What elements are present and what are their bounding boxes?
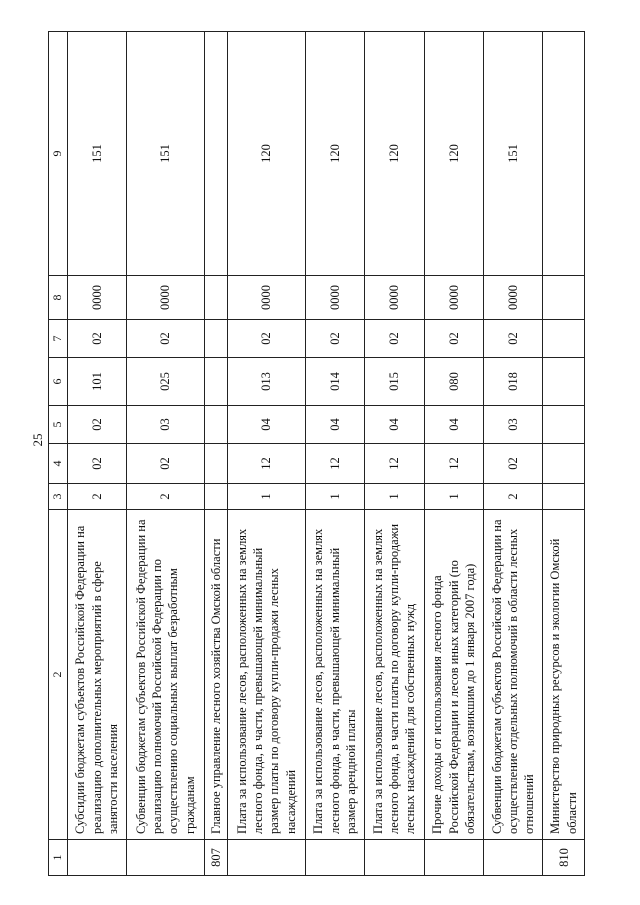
code-cell: 12 bbox=[305, 444, 364, 484]
classification-code-cell: 120 bbox=[424, 32, 483, 276]
page-number: 25 bbox=[30, 433, 45, 447]
description-cell: Министерство природных ресурсов и экологии Омской области bbox=[543, 510, 585, 840]
header-cell: 4 bbox=[49, 444, 68, 484]
header-cell: 6 bbox=[49, 358, 68, 406]
admin-code-cell: 810 bbox=[543, 840, 585, 876]
table-row bbox=[228, 32, 305, 876]
code-cell: 12 bbox=[228, 444, 305, 484]
admin-code-cell bbox=[305, 840, 364, 876]
code-cell: 1 bbox=[424, 484, 483, 510]
header-cell: 7 bbox=[49, 320, 68, 358]
classification-code-cell: 151 bbox=[483, 32, 542, 276]
classification-code-cell bbox=[543, 32, 585, 276]
admin-code-cell bbox=[424, 840, 483, 876]
code-cell: 03 bbox=[483, 406, 542, 444]
table-row bbox=[127, 32, 204, 876]
code-cell: 02 bbox=[127, 444, 204, 484]
header-cell: 3 bbox=[49, 484, 68, 510]
code-cell bbox=[204, 406, 228, 444]
admin-code-cell bbox=[127, 840, 204, 876]
description-cell: Главное управление лесного хозяйства Омской области bbox=[204, 510, 228, 840]
table-row bbox=[365, 32, 424, 876]
code-cell: 1 bbox=[365, 484, 424, 510]
code-cell bbox=[204, 276, 228, 320]
classification-code-cell: 120 bbox=[228, 32, 305, 276]
code-cell: 02 bbox=[67, 320, 126, 358]
code-cell: 02 bbox=[424, 320, 483, 358]
code-cell: 02 bbox=[228, 320, 305, 358]
code-cell: 018 bbox=[483, 358, 542, 406]
code-cell: 1 bbox=[228, 484, 305, 510]
code-cell: 0000 bbox=[228, 276, 305, 320]
table-row bbox=[67, 32, 126, 876]
table-row bbox=[543, 32, 585, 876]
code-cell: 12 bbox=[365, 444, 424, 484]
code-cell bbox=[543, 276, 585, 320]
code-cell: 014 bbox=[305, 358, 364, 406]
code-cell bbox=[204, 320, 228, 358]
code-cell: 02 bbox=[67, 406, 126, 444]
header-cell: 9 bbox=[49, 32, 68, 276]
code-cell: 02 bbox=[67, 444, 126, 484]
code-cell: 2 bbox=[483, 484, 542, 510]
classification-code-cell: 120 bbox=[305, 32, 364, 276]
code-cell: 03 bbox=[127, 406, 204, 444]
code-cell: 025 bbox=[127, 358, 204, 406]
code-cell bbox=[543, 320, 585, 358]
admin-code-cell bbox=[67, 840, 126, 876]
code-cell: 0000 bbox=[67, 276, 126, 320]
rotated-table-wrapper bbox=[48, 32, 585, 876]
description-cell: Плата за использование лесов, расположенных на землях лесного фонда, в части, превышающей минимальный размер арендной платы bbox=[305, 510, 364, 840]
header-row bbox=[49, 32, 68, 876]
code-cell: 04 bbox=[228, 406, 305, 444]
classification-code-cell: 151 bbox=[127, 32, 204, 276]
code-cell bbox=[204, 484, 228, 510]
code-cell bbox=[543, 444, 585, 484]
classification-code-cell: 120 bbox=[365, 32, 424, 276]
code-cell: 101 bbox=[67, 358, 126, 406]
code-cell: 02 bbox=[127, 320, 204, 358]
code-cell: 02 bbox=[365, 320, 424, 358]
header-cell: 1 bbox=[49, 840, 68, 876]
code-cell: 04 bbox=[305, 406, 364, 444]
code-cell: 0000 bbox=[483, 276, 542, 320]
admin-code-cell bbox=[228, 840, 305, 876]
table-row bbox=[204, 32, 228, 876]
table-row bbox=[483, 32, 542, 876]
description-cell: Плата за использование лесов, расположенных на землях лесного фонда, в части, превышающей минимальный размер платы по договору купли-продажи лесных насаждений bbox=[228, 510, 305, 840]
admin-code-cell: 807 bbox=[204, 840, 228, 876]
description-cell: Субсидии бюджетам субъектов Российской Федерации на реализацию дополнительных мероприятий в сфере занятости населения bbox=[67, 510, 126, 840]
description-cell: Субвенции бюджетам субъектов Российской Федерации на осуществление отдельных полномочий в области лесных отношений bbox=[483, 510, 542, 840]
header-cell: 2 bbox=[49, 510, 68, 840]
description-cell: Прочие доходы от использования лесного фонда Российской Федерации и лесов иных категорий (по обязательствам, возникшим до 1 января 2007 года) bbox=[424, 510, 483, 840]
admin-code-cell bbox=[365, 840, 424, 876]
header-cell: 8 bbox=[49, 276, 68, 320]
code-cell: 0000 bbox=[305, 276, 364, 320]
code-cell: 1 bbox=[305, 484, 364, 510]
code-cell: 02 bbox=[305, 320, 364, 358]
code-cell: 04 bbox=[424, 406, 483, 444]
code-cell: 04 bbox=[365, 406, 424, 444]
admin-code-cell bbox=[483, 840, 542, 876]
classification-code-cell: 151 bbox=[67, 32, 126, 276]
classification-code-cell bbox=[204, 32, 228, 276]
code-cell: 2 bbox=[127, 484, 204, 510]
code-cell bbox=[543, 406, 585, 444]
description-cell: Субвенции бюджетам субъектов Российской Федерации на реализацию полномочий Российской Федерации по осуществлению социальных выплат безработным гражданам bbox=[127, 510, 204, 840]
code-cell: 02 bbox=[483, 444, 542, 484]
code-cell: 2 bbox=[67, 484, 126, 510]
code-cell: 02 bbox=[483, 320, 542, 358]
code-cell: 013 bbox=[228, 358, 305, 406]
code-cell bbox=[543, 484, 585, 510]
code-cell: 080 bbox=[424, 358, 483, 406]
header-cell: 5 bbox=[49, 406, 68, 444]
code-cell: 0000 bbox=[424, 276, 483, 320]
code-cell: 015 bbox=[365, 358, 424, 406]
code-cell: 0000 bbox=[127, 276, 204, 320]
table-row bbox=[305, 32, 364, 876]
code-cell: 12 bbox=[424, 444, 483, 484]
code-cell bbox=[204, 358, 228, 406]
code-cell bbox=[543, 358, 585, 406]
budget-classification-table bbox=[48, 31, 585, 876]
budget-table-sheet bbox=[48, 32, 585, 876]
code-cell: 0000 bbox=[365, 276, 424, 320]
table-row bbox=[424, 32, 483, 876]
code-cell bbox=[204, 444, 228, 484]
description-cell: Плата за использование лесов, расположенных на землях лесного фонда, в части платы по договору купли-продажи лесных насаждений для собственных нужд bbox=[365, 510, 424, 840]
